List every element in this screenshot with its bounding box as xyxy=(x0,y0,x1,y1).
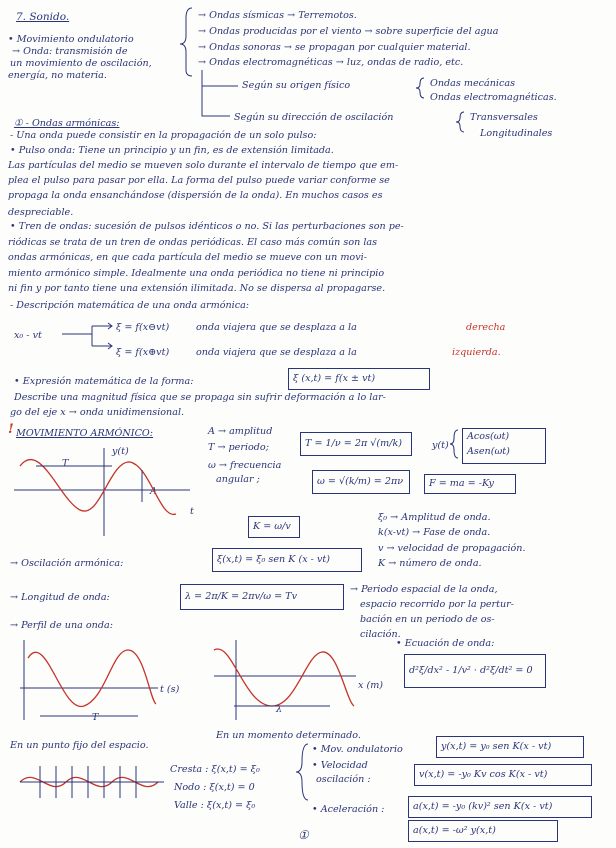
xvt-label: x₀ - vt xyxy=(14,330,42,341)
y-box-sin: Asen(ωt) xyxy=(467,446,510,457)
harmonic-line-6: despreciable. xyxy=(8,207,74,218)
mas-title: MOVIMIENTO ARMÓNICO: xyxy=(16,428,154,439)
param-def-3: v → velocidad de propagación. xyxy=(378,543,526,554)
wave-type-2: → Ondas producidas por el viento → sobre superficie del agua xyxy=(198,26,499,37)
intro-line-3: un movimiento de oscilación, xyxy=(10,58,152,69)
wave-type-3: → Ondas sonoras → se propagan por cualquier material. xyxy=(198,42,471,53)
param-def-4: K → número de onda. xyxy=(378,558,482,569)
motion-label-2: • Velocidad xyxy=(312,760,368,771)
harmonic-line-2: • Pulso onda: Tiene un principio y un fin, es de extensión limitada. xyxy=(10,145,334,156)
param-def-1: ξ₀ → Amplitud de onda. xyxy=(378,512,491,523)
harmonic-line-3: Las partículas del medio se mueven solo durante el intervalo de tiempo que em- xyxy=(8,160,399,171)
harmonic-line-7: • Tren de ondas: sucesión de pulsos idénticos o no. Si las perturbaciones son pe- xyxy=(10,221,404,232)
lambda-label: → Longitud de onda: xyxy=(10,592,110,603)
graph1-y-label: y(t) xyxy=(112,446,129,457)
eq-title: • Ecuación de onda: xyxy=(396,638,495,649)
motion-box-1: y(x,t) = y₀ sen K(x - vt) xyxy=(436,736,584,758)
profile-label: → Perfil de una onda: xyxy=(10,620,113,631)
force-box: F = ma = -Ky xyxy=(424,474,516,494)
arrow-xvt xyxy=(62,326,112,346)
lambda-box: λ = 2π/K = 2πv/ω = Tv xyxy=(180,584,344,610)
harmonic-line-1: - Una onda puede consistir en la propagación de un solo pulso: xyxy=(10,130,317,141)
lambda-desc-1: → Periodo espacial de la onda, xyxy=(350,584,498,595)
profile-t-label: t (s) xyxy=(160,684,180,695)
harmonic-line-11: ni fin y por tanto tiene una extensión ilimitada. No se dispersa al propagarse. xyxy=(8,283,386,294)
motion-label-1: • Mov. ondulatorio xyxy=(312,744,403,755)
graph-profile-space xyxy=(214,640,356,720)
brace-motion xyxy=(296,744,308,800)
lambda-desc-3: bación en un periodo de os- xyxy=(360,614,495,625)
mas-def-2: T → periodo; xyxy=(208,442,269,453)
expr-box: ξ (x,t) = f(x ± vt) xyxy=(288,368,430,390)
lambda-desc-2: espacio recorrido por la pertur- xyxy=(360,599,515,610)
wave-type-1: → Ondas sísmicas → Terremotos. xyxy=(198,10,357,21)
profile-T-label: T xyxy=(92,712,99,723)
harmonic-line-4: plea el pulso para pasar por ella. La forma del pulso puede variar conforme se xyxy=(8,175,390,186)
intro-line-4: energía, no materia. xyxy=(8,70,107,81)
brace-y xyxy=(450,430,458,458)
right-text: onda viajera que se desplaza a la xyxy=(196,322,357,333)
osc-box: ξ(x,t) = ξ₀ sen K (x - vt) xyxy=(212,548,362,572)
graph1-a-label: A xyxy=(150,486,157,497)
state-node: Nodo : ξ(x,t) = 0 xyxy=(174,782,255,793)
param-def-2: k(x-vt) → Fase de onda. xyxy=(378,527,491,538)
page-number: ① xyxy=(298,828,309,842)
graph-profile-time xyxy=(20,640,158,720)
motion-box-2: v(x,t) = -y₀ Kv cos K(x - vt) xyxy=(414,764,592,786)
intro-line-2: → Onda: transmisión de xyxy=(12,46,128,57)
direction-item-2: Longitudinales xyxy=(480,128,553,139)
direction-item-1: Transversales xyxy=(470,112,538,123)
motion-box-4: a(x,t) = -ω² y(x,t) xyxy=(408,820,558,842)
page-title: 7. Sonido. xyxy=(16,11,70,23)
profile-lambda-label: λ xyxy=(276,704,283,715)
mas-def-1: A → amplitud xyxy=(208,426,273,437)
k-box: K = ω/v xyxy=(248,516,300,538)
wave-type-4: → Ondas electromagnéticas → luz, ondas de radio, etc. xyxy=(198,57,464,68)
harmonic-line-9: ondas armónicas, en que cada partícula del medio se mueve con un movi- xyxy=(8,252,367,263)
y-box-cos: Acos(ωt) xyxy=(467,431,510,442)
origin-item-1: Ondas mecánicas xyxy=(430,78,516,89)
origin-label: Según su origen físico xyxy=(242,80,351,91)
y-label: y(t) xyxy=(432,440,449,451)
point-label-1: En un punto fijo del espacio. xyxy=(10,740,149,751)
profile-x-label: x (m) xyxy=(358,680,384,691)
harmonic-line-5: propaga la onda ensanchándose (dispersión de la onda). En muchos casos es xyxy=(8,190,383,201)
graph1-axis-t: t xyxy=(190,506,194,517)
period-box: T = 1/ν = 2π √(m/k) xyxy=(300,432,412,456)
brace-direction xyxy=(456,112,464,132)
harmonic-line-12: - Descripción matemática de una onda armónica: xyxy=(10,300,250,311)
expr-label: • Expresión matemática de la forma: xyxy=(14,376,194,387)
left-word: izquierda. xyxy=(452,347,501,358)
omega-box: ω = √(k/m) = 2πν xyxy=(312,470,410,494)
state-crest: Cresta : ξ(x,t) = ξ₀ xyxy=(170,764,260,775)
connector-direction xyxy=(202,86,230,116)
describe-line-1: Describe una magnitud física que se propaga sin sufrir deformación a lo lar- xyxy=(14,392,386,403)
graph1-t-label: T xyxy=(62,458,69,469)
motion-box-3: a(x,t) = -y₀ (kv)² sen K(x - vt) xyxy=(408,796,592,818)
graph-crest-node-valley xyxy=(20,766,164,798)
lambda-desc-4: cilación. xyxy=(360,629,401,640)
brace-wave-types xyxy=(180,8,192,76)
right-word: derecha xyxy=(466,322,506,333)
eq-box: d²ξ/dx² - 1/v² · d²ξ/dt² = 0 xyxy=(404,654,546,688)
harmonic-title: ① - Ondas armónicas: xyxy=(14,118,120,129)
mas-def-3: ω → frecuencia xyxy=(208,460,282,471)
mas-def-4: angular ; xyxy=(216,474,260,485)
harmonic-line-10: miento armónico simple. Idealmente una onda periódica no tiene ni principio xyxy=(8,268,385,279)
point-label-2: En un momento determinado. xyxy=(216,730,361,741)
left-eq: ξ = f(x⊕vt) xyxy=(116,347,170,358)
direction-label: Según su dirección de oscilación xyxy=(234,112,394,123)
exclamation-icon: ! xyxy=(8,422,14,437)
brace-origin xyxy=(416,78,424,98)
intro-line-1: • Movimiento ondulatorio xyxy=(8,34,134,45)
connector-origin xyxy=(202,70,238,86)
describe-line-2: go del eje x → onda unidimensional. xyxy=(10,407,185,418)
graph-harmonic xyxy=(14,448,190,536)
motion-label-4: • Aceleración : xyxy=(312,804,385,815)
osc-label: → Oscilación armónica: xyxy=(10,558,124,569)
origin-item-2: Ondas electromagnéticas. xyxy=(430,92,557,103)
state-valley: Valle : ξ(x,t) = ξ₀ xyxy=(174,800,256,811)
right-eq: ξ = f(x⊖vt) xyxy=(116,322,170,333)
left-text: onda viajera que se desplaza a la xyxy=(196,347,357,358)
harmonic-line-8: riódicas se trata de un tren de ondas periódicas. El caso más común son las xyxy=(8,237,378,248)
motion-label-3: oscilación : xyxy=(316,774,371,785)
